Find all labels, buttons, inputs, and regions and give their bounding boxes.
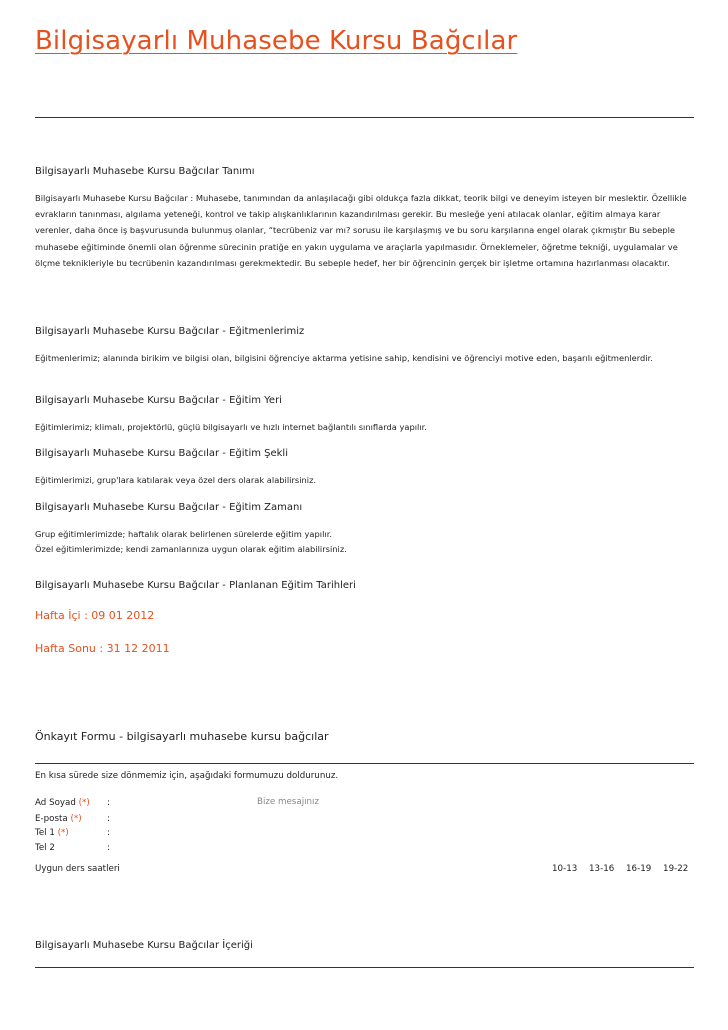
title-divider bbox=[35, 117, 694, 118]
hafta-sonu-date: Hafta Sonu : 31 12 2011 bbox=[35, 642, 170, 655]
hafta-ici-date: Hafta İçi : 09 01 2012 bbox=[35, 609, 155, 622]
ad-soyad-label: Ad Soyad (*) bbox=[35, 798, 90, 808]
tel2-label: Tel 2 bbox=[35, 843, 55, 853]
hours-label: Uygun ders saatleri bbox=[35, 864, 120, 874]
hours-options bbox=[552, 864, 688, 874]
icerik-divider bbox=[35, 967, 694, 968]
hour-option-19-22[interactable]: 19-22 bbox=[663, 864, 689, 874]
tel1-label: Tel 1 (*) bbox=[35, 828, 69, 838]
egitmenler-heading: Bilgisayarlı Muhasebe Kursu Bağcılar - Eğitmenlerimiz bbox=[35, 326, 305, 337]
tel2-colon: : bbox=[107, 843, 110, 853]
egitim-zamani-line1: Grup eğitimlerimizde; haftalık olarak belirlenen sürelerde eğitim yapılır. bbox=[35, 529, 332, 539]
form-heading: Önkayıt Formu - bilgisayarlı muhasebe kursu bağcılar bbox=[35, 730, 329, 743]
hour-option-13-16[interactable]: 13-16 bbox=[589, 864, 615, 874]
hour-option-16-19[interactable]: 16-19 bbox=[626, 864, 652, 874]
icerik-heading: Bilgisayarlı Muhasebe Kursu Bağcılar İçeriği bbox=[35, 940, 253, 951]
tanim-text: Bilgisayarlı Muhasebe Kursu Bağcılar : Muhasebe, tanımından da anlaşılacağı gibi oldukça fazla dikkat, teorik bilgi ve deneyim isteyen bir meslektir. Özellikle evrakların tanınması, algılama yeteneği, kontrol ve takip alışkanlıklarının kazandırılması gerekir. Bu mesleğe yeni atılacak olanlar, eğitim almaya karar verenler, daha önce iş başvurusunda bulunmuş olanlar, “tecrübeniz var mı? sorusu ile karşılaşmış ve bu soru karşılarına engel olarak çıkmıştır Bu sebeple muhasebe eğitiminde önemli olan öğrenme sürecinin pratiğe en yakın uygulama ve araçlarla yapılmasıdır. Örneklemeler, öğretme tekniği, uygulamalar ve ölçme teknikleriyle bu tecrübenin kazandırılması gerekmektedir. Bu sebeple hedef, her bir öğrencinin gerçek bir işletme ortamına hazırlanması olacaktır. bbox=[35, 193, 687, 268]
tarihler-heading: Bilgisayarlı Muhasebe Kursu Bağcılar - Planlanan Eğitim Tarihleri bbox=[35, 580, 356, 591]
required-mark: (*) bbox=[57, 828, 69, 838]
message-textarea[interactable]: Bize mesajınız bbox=[257, 797, 320, 807]
tel1-colon: : bbox=[107, 828, 110, 838]
page-title[interactable]: Bilgisayarlı Muhasebe Kursu Bağcılar bbox=[35, 26, 518, 56]
required-mark: (*) bbox=[78, 798, 90, 808]
egitmenler-text: Eğitmenlerimiz; alanında birikim ve bilgisi olan, bilgisini öğrenciye aktarma yetisine sahip, kendisini ve öğrenciyi motive eden, başarılı eğitmenlerdir. bbox=[35, 353, 653, 363]
required-mark: (*) bbox=[70, 814, 82, 824]
form-intro: En kısa sürede size dönmemiz için, aşağıdaki formumuzu doldurunuz. bbox=[35, 771, 339, 781]
ad-soyad-colon: : bbox=[107, 798, 110, 808]
egitim-sekli-text: Eğitimlerimizi, grup'lara katılarak veya özel ders olarak alabilirsiniz. bbox=[35, 475, 317, 485]
hour-option-10-13[interactable]: 10-13 bbox=[552, 864, 578, 874]
form-divider bbox=[35, 763, 694, 764]
egitim-zamani-heading: Bilgisayarlı Muhasebe Kursu Bağcılar - Eğitim Zamanı bbox=[35, 502, 303, 513]
egitim-yeri-heading: Bilgisayarlı Muhasebe Kursu Bağcılar - Eğitim Yeri bbox=[35, 395, 282, 406]
egitim-sekli-heading: Bilgisayarlı Muhasebe Kursu Bağcılar - Eğitim Şekli bbox=[35, 448, 288, 459]
eposta-colon: : bbox=[107, 814, 110, 824]
tanim-heading: Bilgisayarlı Muhasebe Kursu Bağcılar Tanımı bbox=[35, 166, 255, 177]
egitim-yeri-text: Eğitimlerimiz; klimalı, projektörlü, güçlü bilgisayarlı ve hızlı internet bağlantılı sınıflarda yapılır. bbox=[35, 422, 427, 432]
eposta-label: E-posta (*) bbox=[35, 814, 82, 824]
egitim-zamani-line2: Özel eğitimlerimizde; kendi zamanlarınıza uygun olarak eğitim alabilirsiniz. bbox=[35, 544, 347, 554]
